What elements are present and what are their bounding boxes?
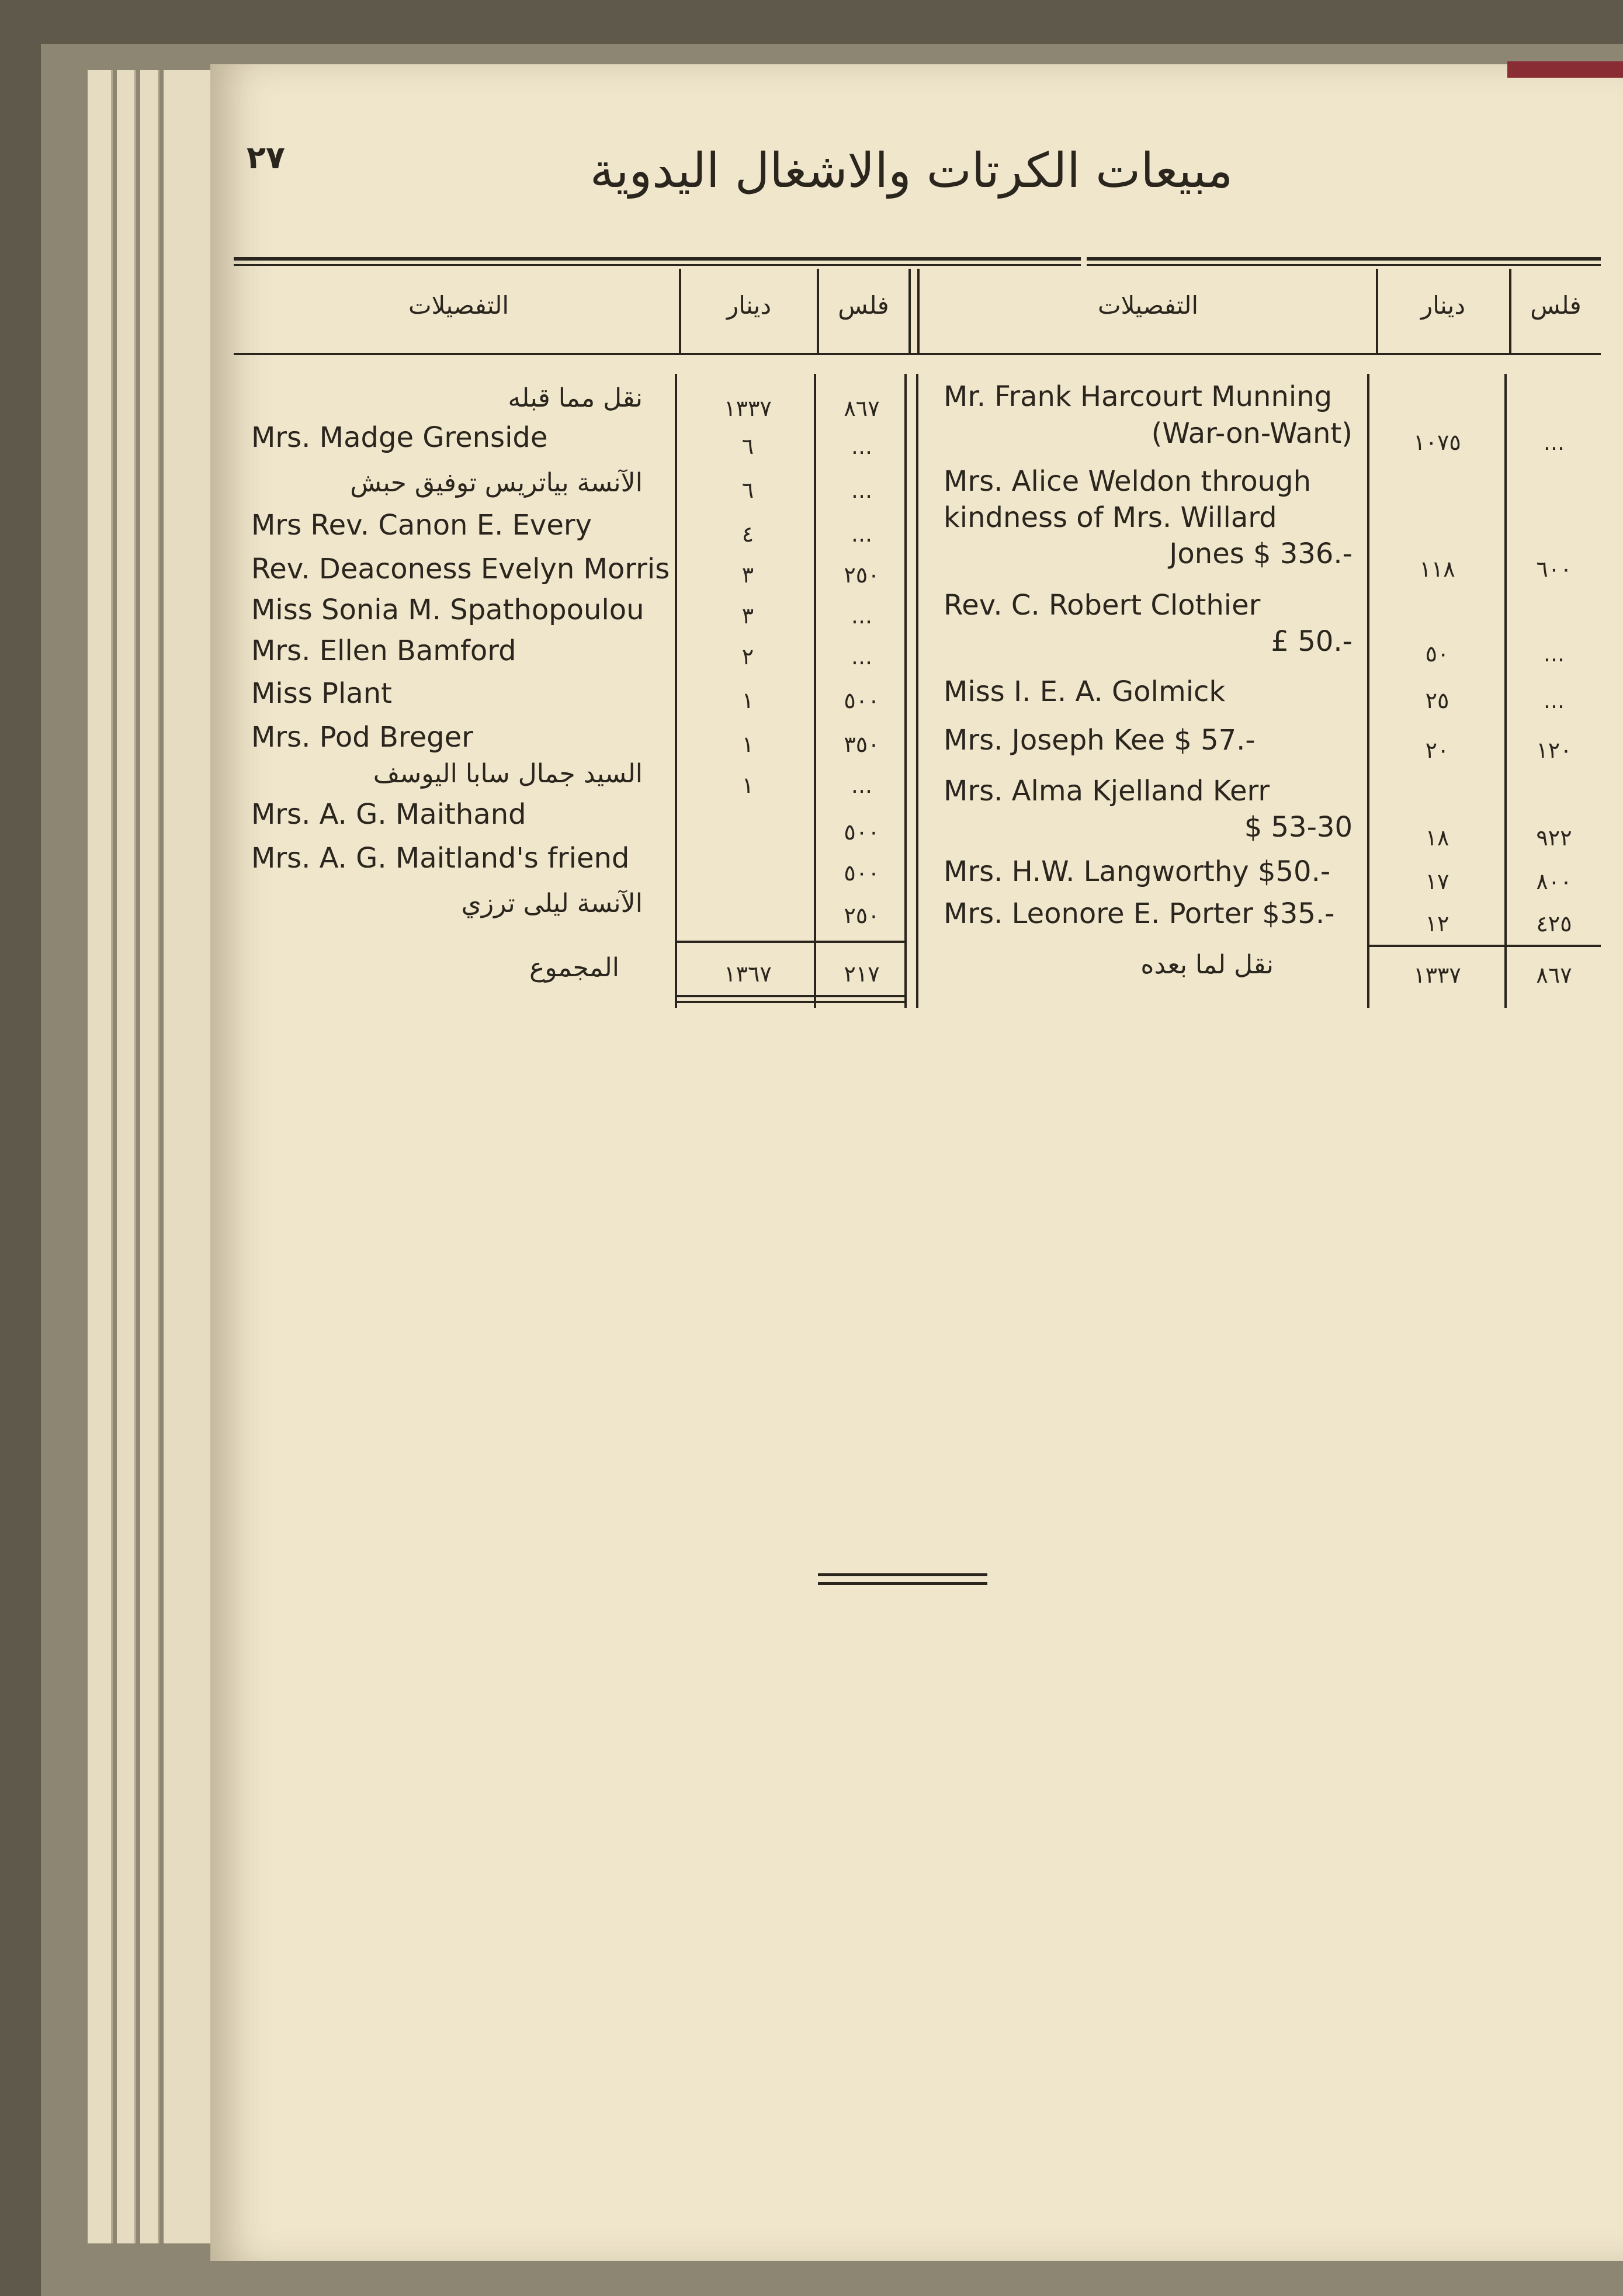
left-row-fils: ٨٦٧ [844,396,880,421]
column-divider [1376,269,1378,355]
left-row-dinar: ٦ [741,433,754,459]
right-row-dinar: ١١٨ [1419,556,1455,582]
total-rule [675,1001,907,1003]
left-row-dinar: ١ [741,688,754,713]
left-row-text: السيد جمال سابا اليوسف [373,759,643,789]
right-row-fils: ... [1543,688,1565,713]
page-number: ٢٧ [247,139,285,176]
column-divider [679,269,681,355]
right-row-text: Mrs. Joseph Kee $ 57.- [944,724,1256,757]
column-divider [1509,269,1511,355]
cover-corner [1507,61,1623,78]
right-row-text: Mrs. Leonore E. Porter $35.- [944,897,1335,930]
header-dinar-right: دينار [1420,291,1466,320]
right-row-text: £ 50.- [1271,625,1353,658]
left-row-text: Mrs. A. G. Maithand [251,798,526,831]
left-row-fils: ٣٥٠ [844,731,880,757]
right-row-fils: ... [1543,429,1565,455]
total-rule [1367,945,1601,947]
left-row-text: Mrs. A. G. Maitland's friend [251,842,630,875]
right-row-dinar: ٢٥ [1425,688,1449,713]
right-row-dinar: ١٧ [1425,869,1449,894]
header-details-left: التفصيلات [408,291,509,320]
left-row-text: الآنسة ليلى ترزي [461,889,643,918]
left-row-fils: ... [851,644,873,670]
column-divider [916,374,918,1008]
right-row-text: Mrs. Alma Kjelland Kerr [944,775,1270,807]
left-row-fils: ... [851,521,873,547]
right-row-text: Miss I. E. A. Golmick [944,675,1226,708]
right-row-fils: ١٢٠ [1536,737,1572,763]
left-row-text: Mrs Rev. Canon E. Every [251,509,592,542]
right-carry-label: نقل لما بعده [1140,950,1274,980]
total-rule [675,941,907,943]
right-row-dinar: ٥٠ [1425,641,1449,667]
right-row-text: (War-on-Want) [1151,417,1353,450]
total-rule [675,995,907,997]
left-row-fils: ... [851,772,873,798]
right-row-fils: ٤٢٥ [1536,911,1572,937]
end-ornament [818,1582,987,1585]
left-row-text: نقل مما قبله [508,383,643,413]
left-total-label: المجموع [529,953,619,983]
top-rule [234,264,1081,266]
top-rule [1087,264,1601,266]
top-rule [234,257,1081,261]
page-edge [88,70,113,2243]
right-row-fils: ٦٠٠ [1536,556,1572,582]
column-divider [1367,374,1369,1008]
left-row-dinar: ٦ [741,477,754,503]
right-row-text: kindness of Mrs. Willard [944,501,1277,534]
left-row-text: Rev. Deaconess Evelyn Morris [251,553,670,585]
left-row-fils: ٥٠٠ [844,819,880,845]
right-row-fils: ... [1543,641,1565,667]
left-row-dinar: ١ [741,731,754,757]
column-divider [675,374,677,1008]
page-edge [140,70,159,2243]
right-row-text: $ 53-30 [1244,811,1353,844]
left-row-text: Mrs. Ellen Bamford [251,634,516,667]
left-row-dinar: ١ [741,772,754,798]
header-fils-left: فلس [838,291,889,320]
right-carry-dinar: ١٣٣٧ [1413,962,1461,988]
right-row-text: Mrs. H.W. Langworthy $50.- [944,855,1331,888]
header-details-right: التفصيلات [1097,291,1199,320]
right-row-dinar: ١٢ [1425,911,1449,937]
left-row-text: Miss Plant [251,677,392,710]
header-fils-right: فلس [1530,291,1582,320]
right-row-text: Mrs. Alice Weldon through [944,465,1311,498]
right-row-fils: ٩٢٢ [1536,825,1572,851]
right-row-text: Jones $ 336.- [1169,537,1353,570]
left-row-dinar: ٣ [741,603,754,629]
page-title: مبيعات الكرتات والاشغال اليدوية [589,143,1233,199]
left-row-text: Mrs. Madge Grenside [251,421,548,454]
left-row-fils: ... [851,603,873,629]
left-row-text: Miss Sonia M. Spathopoulou [251,594,644,626]
right-row-text: Mr. Frank Harcourt Munning [944,380,1333,413]
left-row-dinar: ٣ [741,562,754,588]
page-edge [164,70,189,2243]
left-row-fils: ٢٥٠ [844,903,880,928]
page-edge [187,70,212,2243]
column-divider [1504,374,1507,1008]
left-row-fils: ٥٠٠ [844,860,880,886]
right-carry-fils: ٨٦٧ [1536,962,1572,988]
page-edge [117,70,136,2243]
right-row-dinar: ١٠٧٥ [1413,429,1461,455]
column-divider [917,269,920,355]
left-row-text: Mrs. Pod Breger [251,721,473,754]
right-row-dinar: ١٨ [1425,825,1449,851]
right-row-dinar: ٢٠ [1425,737,1449,763]
column-divider [908,269,911,355]
right-row-text: Rev. C. Robert Clothier [944,589,1261,622]
left-row-fils: ... [851,433,873,459]
left-row-fils: ... [851,477,873,503]
left-row-dinar: ٢ [741,644,754,670]
left-total-dinar: ١٣٦٧ [724,961,772,987]
left-row-fils: ٥٠٠ [844,688,880,713]
end-ornament [818,1573,987,1576]
left-total-fils: ٢١٧ [844,961,880,987]
column-divider [814,374,816,1008]
left-row-text: الآنسة بياتريس توفيق حبش [350,468,643,498]
top-rule [1087,257,1601,261]
right-row-fils: ٨٠٠ [1536,869,1572,894]
left-row-dinar: ١٣٣٧ [724,396,772,421]
left-row-fils: ٢٥٠ [844,562,880,588]
header-dinar-left: دينار [726,291,772,320]
left-row-dinar: ٤ [741,521,754,547]
